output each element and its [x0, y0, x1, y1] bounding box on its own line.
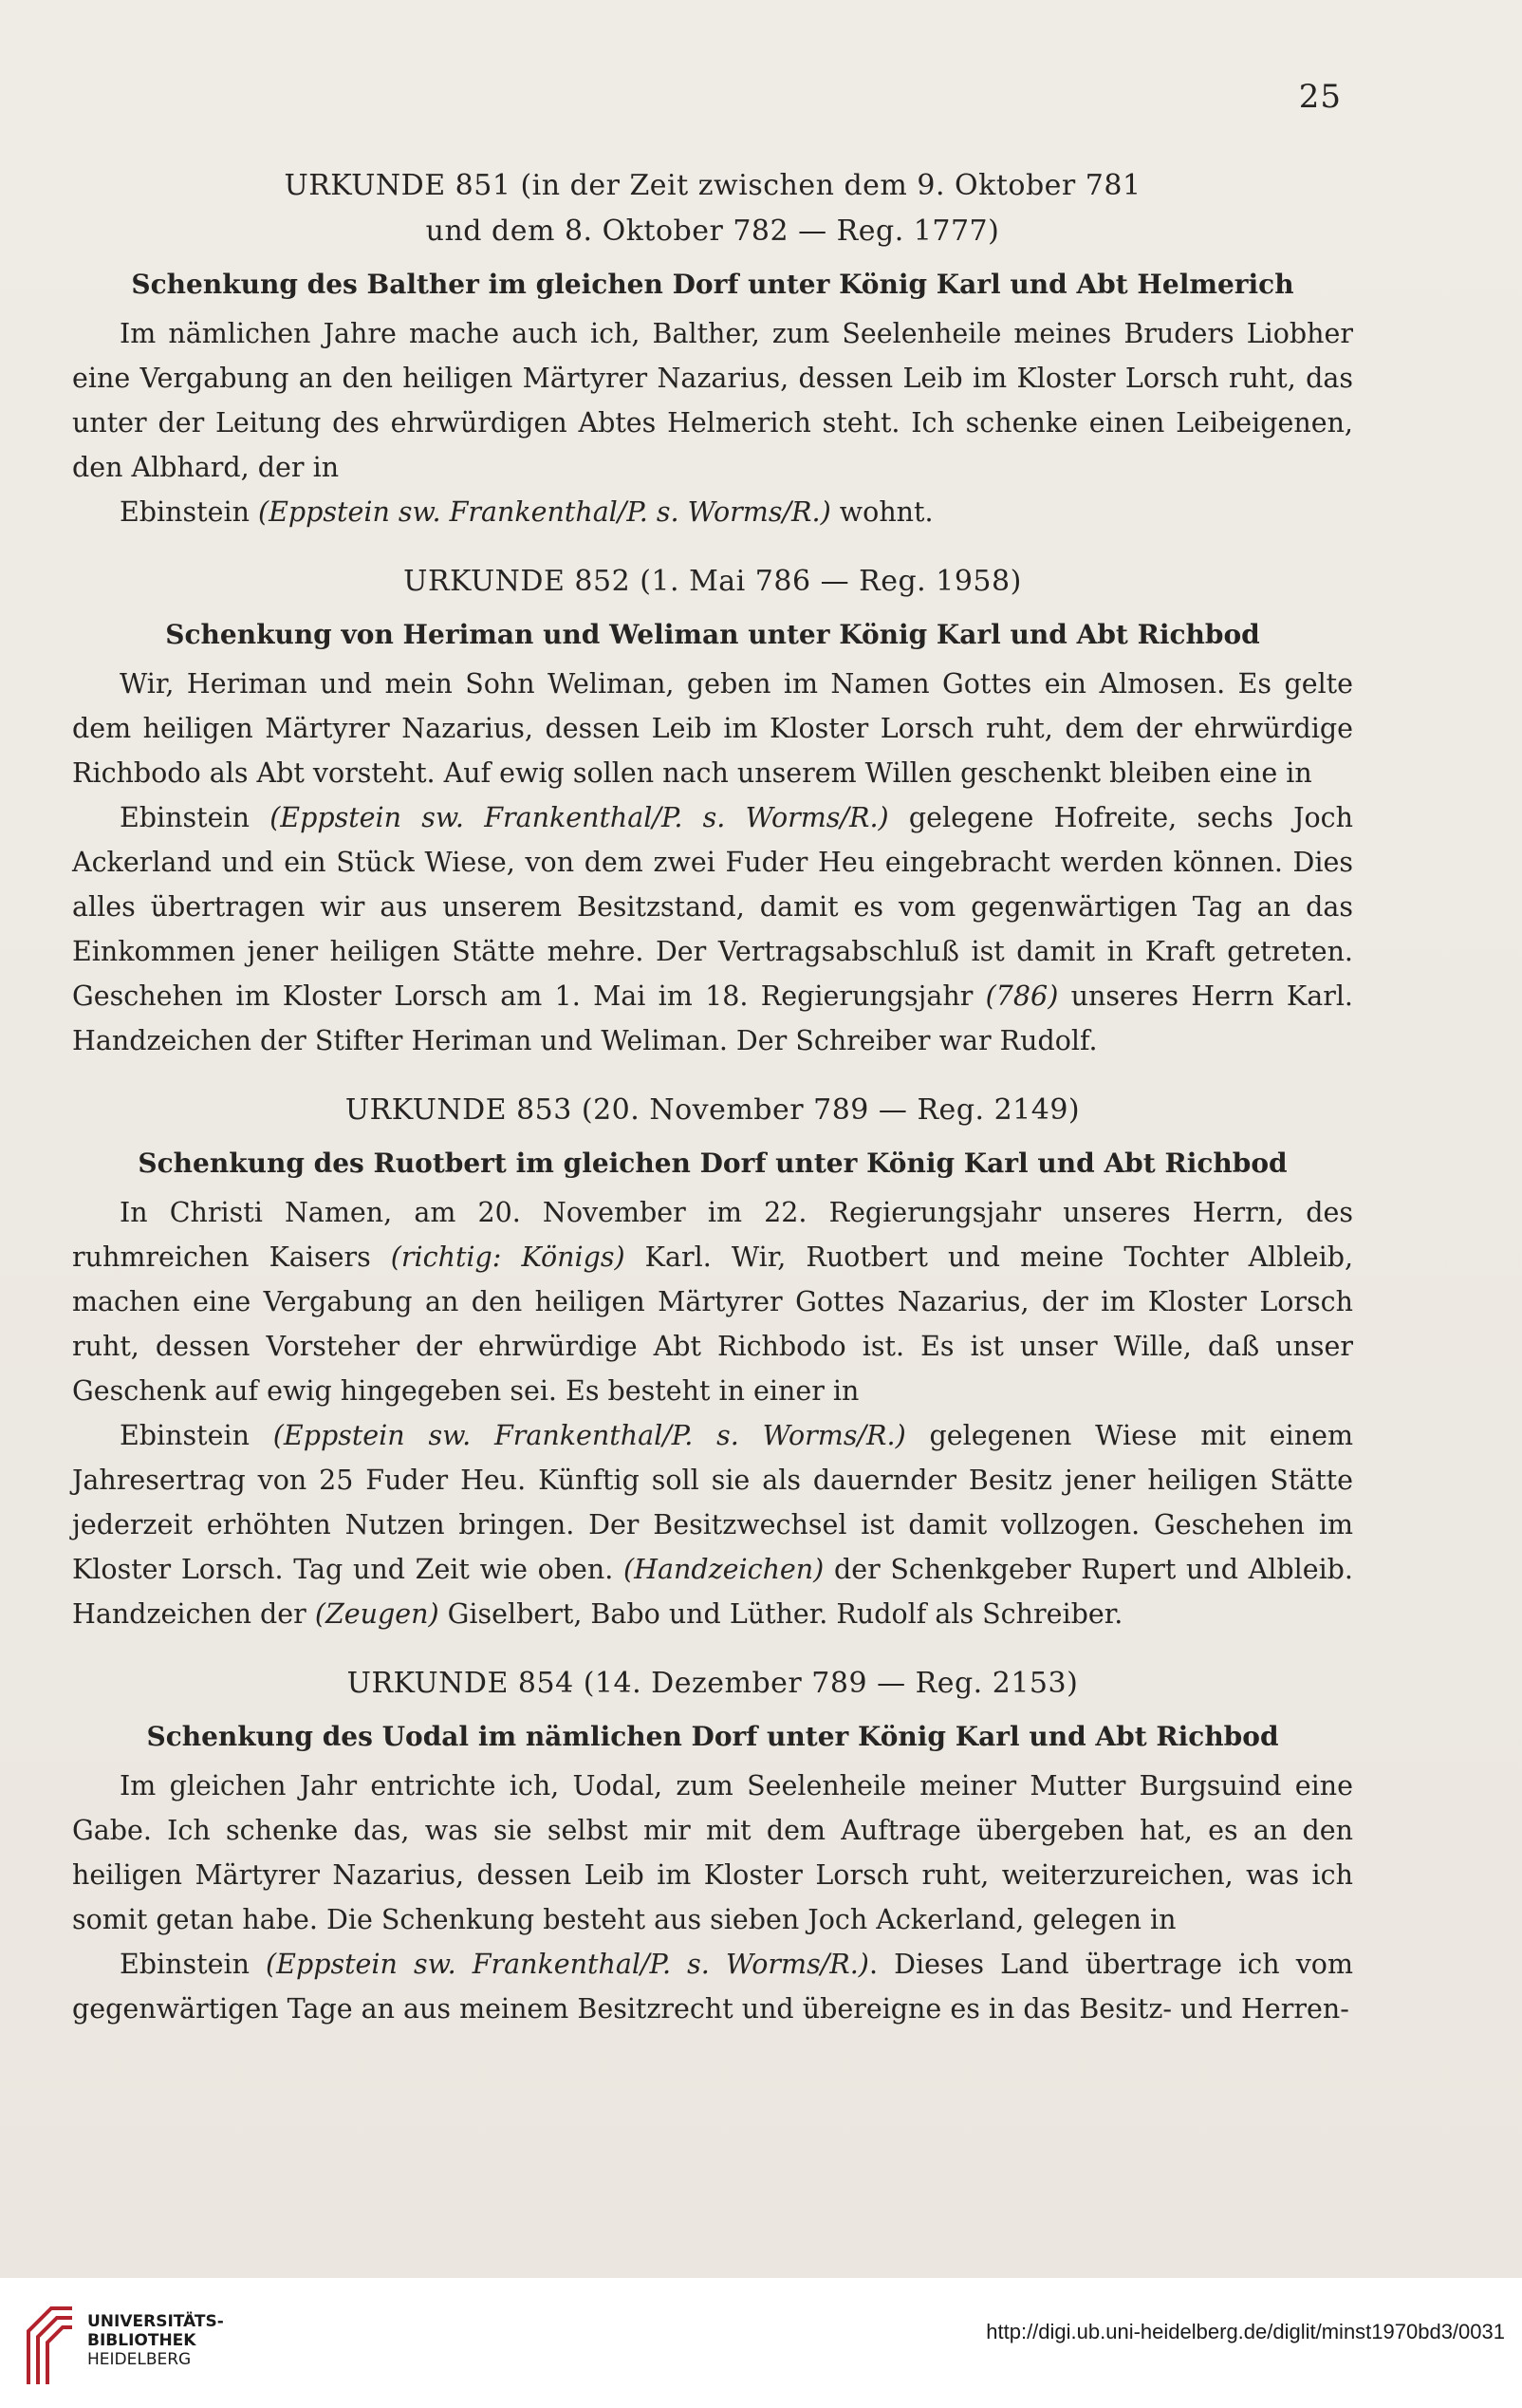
section-subtitle: Schenkung des Ruotbert im gleichen Dorf unter König Karl und Abt Richbod [138, 1148, 1288, 1179]
paragraph: Im nämlichen Jahre mache auch ich, Balther, zum Seelenheile meines Bruders Liobher eine Vergabung an den heiligen Märtyrer Nazarius, dessen Leib im Kloster Lorsch ruht, das unter der Leitung des ehrwürdigen Abtes Helmerich steht. Ich schenke einen Leibeigenen, den Albhard, der in [72, 318, 1353, 483]
paragraph: Ebinstein (Eppstein sw. Frankenthal/P. s. Worms/R.) wohnt. [120, 496, 934, 528]
section-title: URKUNDE 852 (1. Mai 786 — Reg. 1958) [403, 565, 1022, 598]
handzeichen-annotation: (Handzeichen) [623, 1554, 825, 1585]
section-title: URKUNDE 853 (20. November 789 — Reg. 2149) [344, 1093, 1081, 1127]
library-name-line-1: UNIVERSITÄTS- [87, 2312, 224, 2331]
section-urkunde-851 [72, 163, 1353, 534]
title-line-2: und dem 8. Oktober 782 — Reg. 1777) [425, 215, 1000, 248]
place-annotation: (Eppstein sw. Frankenthal/P. s. Worms/R.) [258, 496, 831, 528]
section-subtitle: Schenkung des Uodal im nämlichen Dorf unter König Karl und Abt Richbod [146, 1721, 1279, 1752]
paragraph: Ebinstein (Eppstein sw. Frankenthal/P. s. Worms/R.) gelegenen Wiese mit einem Jahresertrag von 25 Fuder Heu. Künftig soll sie als dauernder Besitz jener heiligen Stätte jederzeit erhöhten Nutzen bringen. Der Besitzwechsel ist damit vollzogen. Geschehen im Kloster Lorsch. Tag und Zeit wie oben. (Handzeichen) der Schenkgeber Rupert und Albleib. Handzeichen der (Zeugen) Giselbert, Babo und Lüther. Rudolf als Schreiber. [72, 1420, 1353, 1630]
section-urkunde-853 [72, 1088, 1353, 1636]
paragraph: In Christi Namen, am 20. November im 22. Regierungsjahr unseres Herrn, des ruhmreichen Kaisers (richtig: Königs) Karl. Wir, Ruotbert und meine Tochter Albleib, machen eine Vergabung an den heiligen Märtyrer Gottes Nazarius, der im Kloster Lorsch ruht, dessen Vorsteher der ehrwürdige Abt Richbodo ist. Es ist unser Wille, daß unser Geschenk auf ewig hingegeben sei. Es besteht in einer in [72, 1197, 1354, 1407]
section-subtitle: Schenkung des Balther im gleichen Dorf unter König Karl und Abt Helmerich [131, 269, 1294, 300]
section-title [72, 163, 1353, 254]
library-name [87, 2312, 224, 2369]
section-title: URKUNDE 854 (14. Dezember 789 — Reg. 2153) [346, 1667, 1079, 1700]
page-content [72, 163, 1353, 2031]
paragraph: Im gleichen Jahr entrichte ich, Uodal, zum Seelenheile meiner Mutter Burgsuind eine Gabe. Ich schenke das, was sie selbst mir mit dem Auftrage übergeben hat, es an den heiligen Märtyrer Nazarius, dessen Leib im Kloster Lorsch ruht, weiterzureichen, was ich somit getan habe. Die Schenkung besteht aus sieben Joch Ackerland, gelegen in [72, 1770, 1353, 1935]
section-urkunde-852 [72, 559, 1353, 1063]
zeugen-annotation: (Zeugen) [314, 1598, 439, 1630]
permalink-url[interactable]: http://digi.ub.uni-heidelberg.de/diglit/minst1970bd3/0031 [986, 2320, 1505, 2343]
place-annotation: (Eppstein sw. Frankenthal/P. s. Worms/R.) [266, 1949, 869, 1980]
year-annotation: (786) [985, 980, 1059, 1012]
paragraph: Wir, Heriman und mein Sohn Weliman, geben im Namen Gottes ein Almosen. Es gelte dem heiligen Märtyrer Nazarius, dessen Leib im Kloster Lorsch ruht, dem der ehrwürdige Richbodo als Abt vorsteht. Auf ewig sollen nach unserem Willen geschenkt bleiben eine in [72, 668, 1353, 789]
library-name-line-2: BIBLIOTHEK [87, 2331, 196, 2350]
place-annotation: (Eppstein sw. Frankenthal/P. s. Worms/R.) [269, 802, 889, 833]
page-number: 25 [1298, 78, 1342, 116]
library-name-line-3: HEIDELBERG [87, 2350, 192, 2369]
paragraph: Ebinstein (Eppstein sw. Frankenthal/P. s. Worms/R.). Dieses Land übertrage ich vom gegenwärtigen Tage an aus meinem Besitzrecht und übereigne es in das Besitz- und Herren- [72, 1949, 1353, 2025]
university-library-logo-icon [23, 2303, 78, 2388]
correction-annotation: (richtig: Königs) [390, 1241, 625, 1273]
footer-bar [0, 2278, 1522, 2408]
section-subtitle: Schenkung von Heriman und Weliman unter König Karl und Abt Richbod [165, 619, 1260, 650]
title-line-1: URKUNDE 851 (in der Zeit zwischen dem 9. Oktober 781 [284, 169, 1142, 202]
paragraph: Ebinstein (Eppstein sw. Frankenthal/P. s. Worms/R.) gelegene Hofreite, sechs Joch Ackerland und ein Stück Wiese, von dem zwei Fuder Heu eingebracht werden können. Dies alles übertragen wir aus unserem Besitzstand, damit es vom gegenwärtigen Tag an das Einkommen jener heiligen Stätte mehre. Der Vertragsabschluß ist damit in Kraft getreten. Geschehen im Kloster Lorsch am 1. Mai im 18. Regierungsjahr (786) unseres Herrn Karl. Handzeichen der Stifter Heriman und Weliman. Der Schreiber war Rudolf. [72, 802, 1353, 1056]
place-annotation: (Eppstein sw. Frankenthal/P. s. Worms/R.) [272, 1420, 906, 1451]
section-urkunde-854 [72, 1661, 1353, 2031]
